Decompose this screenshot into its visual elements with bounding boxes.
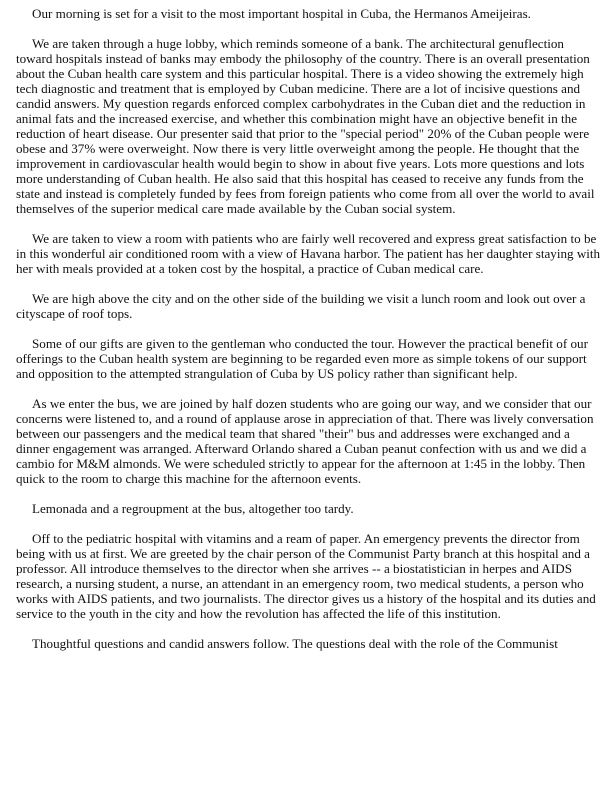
paragraph-lunch-room: We are high above the city and on the other side of the building we visit a lunch room and look out over a cityscape of roof tops. xyxy=(16,291,586,321)
paragraph-lemonada: Lemonada and a regroupment at the bus, altogether too tardy. xyxy=(32,501,354,516)
paragraph-lobby-presentation: We are taken through a huge lobby, which reminds someone of a bank. The architectural genuflection toward hospitals instead of banks may embody the philosophy of the country. There is an overall presentation about the Cuban health care system and this particular hospital. There is a video showing the extremely high tech diagnostic and treatment that is employed by Cuban medicine. There are a lot of incisive questions and candid answers. My question regards enforced complex carbohydrates in the Cuban diet and the reduction in animal fats and the increased exercise, and whether this combination might have an objective benefit in the reduction of heart disease. Our presenter said that prior to the "special period" 20% of the Cuban people were obese and 37% were overweight. Now there is very little overweight among the people. He thought that the improvement in cardiovascular health would begin to show in about five years. Lots more questions and lots more understanding of Cuban health. He also said that this hospital has ceased to receive any funds from the state and instead is completely funded by fees from foreign patients who come from all over the world to avail themselves of the superior medical care made available by the Cuban social system. xyxy=(16,36,595,216)
paragraph-patient-room: We are taken to view a room with patients who are fairly well recovered and express great satisfaction to be in this wonderful air conditioned room with a view of Havana harbor. The patient has her daughter staying with her with meals provided at a token cost by the hospital, a practice of Cuban medical care. xyxy=(16,231,601,276)
paragraph-questions: Thoughtful questions and candid answers follow. The questions deal with the role of the Communist xyxy=(32,636,558,651)
paragraph-pediatric-hospital: Off to the pediatric hospital with vitamins and a ream of paper. An emergency prevents the director from being with us at first. We are greeted by the chair person of the Communist Party branch at this hospital and a professor. All introduce themselves to the director when she arrives -- a biostatistician in herpes and AIDS research, a nursing student, a nurse, an attendant in an emergency room, two medical students, a person who works with AIDS patients, and two journalists. The director gives us a history of the hospital and its duties and service to the youth in the city and how the revolution has affected the life of this institution. xyxy=(16,531,596,621)
paragraph-gifts: Some of our gifts are given to the gentleman who conducted the tour. However the practical benefit of our offerings to the Cuban health system are beginning to be regarded even more as simple tokens of our support and opposition to the attempted strangulation of Cuba by US policy rather than significant help. xyxy=(16,336,588,381)
paragraph-bus-students: As we enter the bus, we are joined by half dozen students who are going our way, and we consider that our concerns were listened to, and a round of applause arose in appreciation of that. There was lively conversation between our passengers and the medical team that shared "their" bus and addresses were exchanged and a dinner engagement was arranged. Afterward Orlando shared a Cuban peanut confection with us and we did a cambio for M&M almonds. We were scheduled strictly to appear for the afternoon at 1:45 in the lobby. Then quick to the room to charge this machine for the afternoon events. xyxy=(16,396,594,486)
paragraph-hospital-visit: Our morning is set for a visit to the most important hospital in Cuba, the Hermanos Ameijeiras. xyxy=(32,6,531,21)
